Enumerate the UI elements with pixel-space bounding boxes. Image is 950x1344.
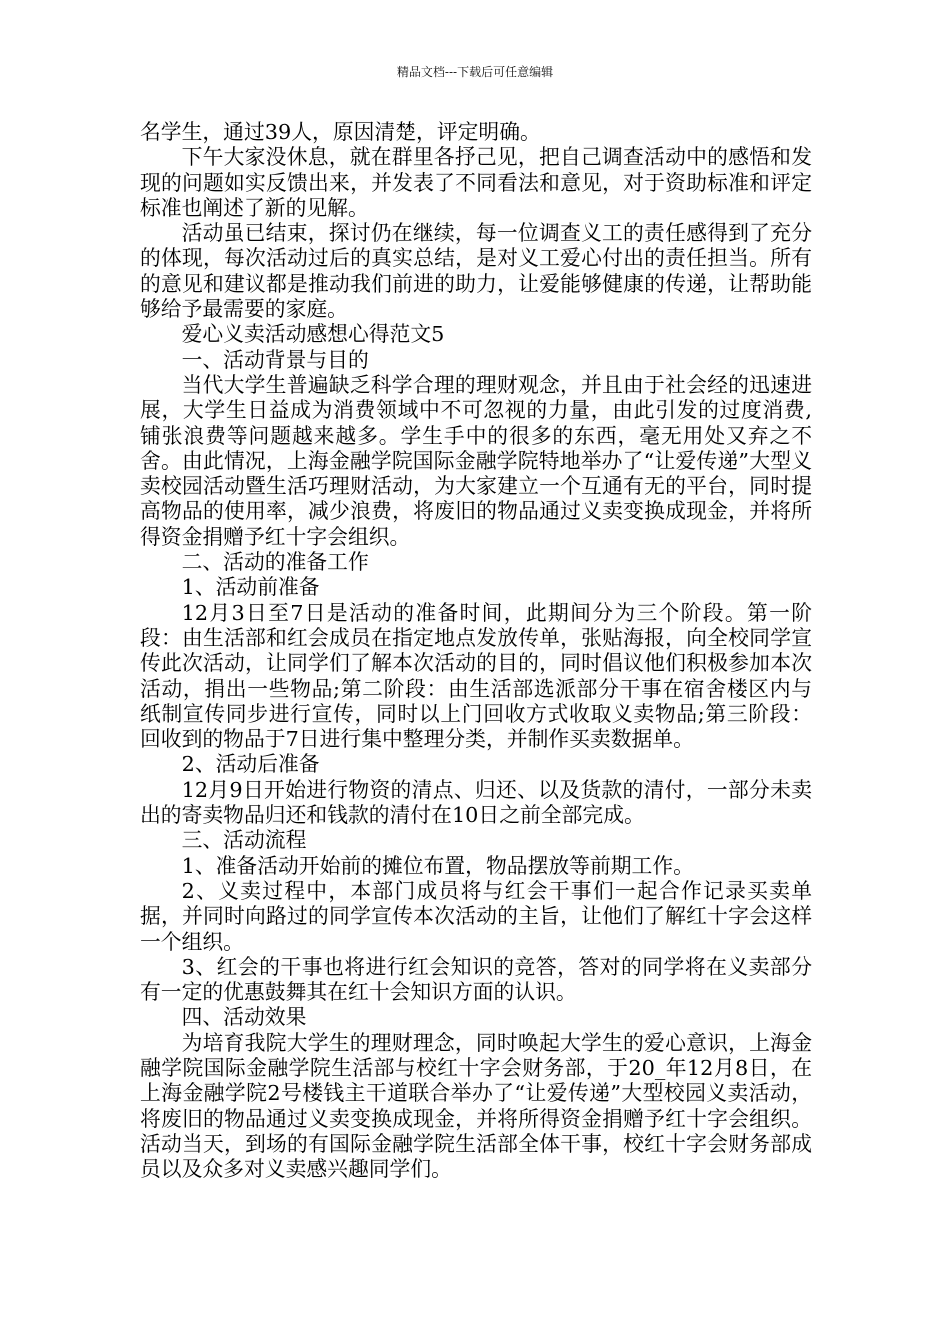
- list-item: 2、义卖过程中，本部门成员将与红会干事们一起合作记录买卖单据，并同时向路过的同学宣传本次活动的主旨，让他们了解红十字会这样一个组织。: [140, 878, 812, 954]
- page-header: 精品文档---下载后可任意编辑: [396, 65, 554, 79]
- list-item: 1、准备活动开始前的摊位布置，物品摆放等前期工作。: [181, 853, 694, 878]
- section-heading: 一、活动背景与目的: [181, 347, 369, 372]
- paragraph: 12月9日开始进行物资的清点、归还、以及货款的清付，一部分未卖出的寄卖物品归还和钱款的清付在10日之前全部完成。: [140, 777, 812, 828]
- list-item: 3、红会的干事也将进行红会知识的竞答，答对的同学将在义卖部分有一定的优惠鼓舞其在红十会知识方面的认识。: [140, 954, 812, 1005]
- paragraph: 为培育我院大学生的理财理念，同时唤起大学生的爱心意识，上海金融学院国际金融学院生活部与校红十字会财务部，于20_年12月8日，在上海金融学院2号楼钱主干道联合举办了“让爱传递”大型校园义卖活动，将废旧的物品通过义卖变换成现金，并将所得资金捐赠予红十字会组织。活动当天，到场的有国际金融学院生活部全体干事，校红十字会财务部成员以及众多对义卖感兴趣同学们。: [140, 1030, 812, 1182]
- paragraph: 活动虽已结束，探讨仍在继续，每一位调查义工的责任感得到了充分的体现，每次活动过后的真实总结，是对义工爱心付出的责任担当。所有的意见和建议都是推动我们前进的助力，让爱能够健康的传递，让帮助能够给予最需要的家庭。: [140, 221, 812, 322]
- subsection-heading: 2、活动后准备: [181, 752, 320, 777]
- paragraph: 当代大学生普遍缺乏科学合理的理财观念，并且由于社会经的迅速进展，大学生日益成为消费领域中不可忽视的力量，由此引发的过度消费,铺张浪费等问题越来越多。学生手中的很多的东西，毫无用处又弃之不舍。由此情况，上海金融学院国际金融学院特地举办了“让爱传递”大型义卖校园活动暨生活巧理财活动，为大家建立一个互通有无的平台，同时提高物品的使用率，减少浪费，将废旧的物品通过义卖变换成现金，并将所得资金捐赠予红十字会组织。: [140, 372, 812, 549]
- section-heading: 三、活动流程: [181, 828, 307, 853]
- document-body: [140, 120, 812, 1182]
- subsection-heading: 1、活动前准备: [181, 575, 320, 600]
- section-title: 爱心义卖活动感想心得范文5: [181, 322, 445, 347]
- paragraph: 12月3日至7日是活动的准备时间，此期间分为三个阶段。第一阶段：由生活部和红会成员在指定地点发放传单，张贴海报，向全校同学宣传此次活动，让同学们了解本次活动的目的，同时倡议他们积极参加本次活动，捐出一些物品;第二阶段：由生活部选派部分干事在宿舍楼区内与纸制宣传同步进行宣传，同时以上门回收方式收取义卖物品;第三阶段：回收到的物品于7日进行集中整理分类，并制作买卖数据单。: [140, 600, 812, 752]
- paragraph: 名学生，通过39人，原因清楚，评定明确。: [140, 120, 541, 144]
- paragraph: 下午大家没休息，就在群里各抒己见，把自己调查活动中的感悟和发现的问题如实反馈出来，并发表了不同看法和意见，对于资助标准和评定标准也阐述了新的见解。: [140, 145, 812, 220]
- section-heading: 二、活动的准备工作: [181, 550, 369, 575]
- section-heading: 四、活动效果: [181, 1005, 307, 1030]
